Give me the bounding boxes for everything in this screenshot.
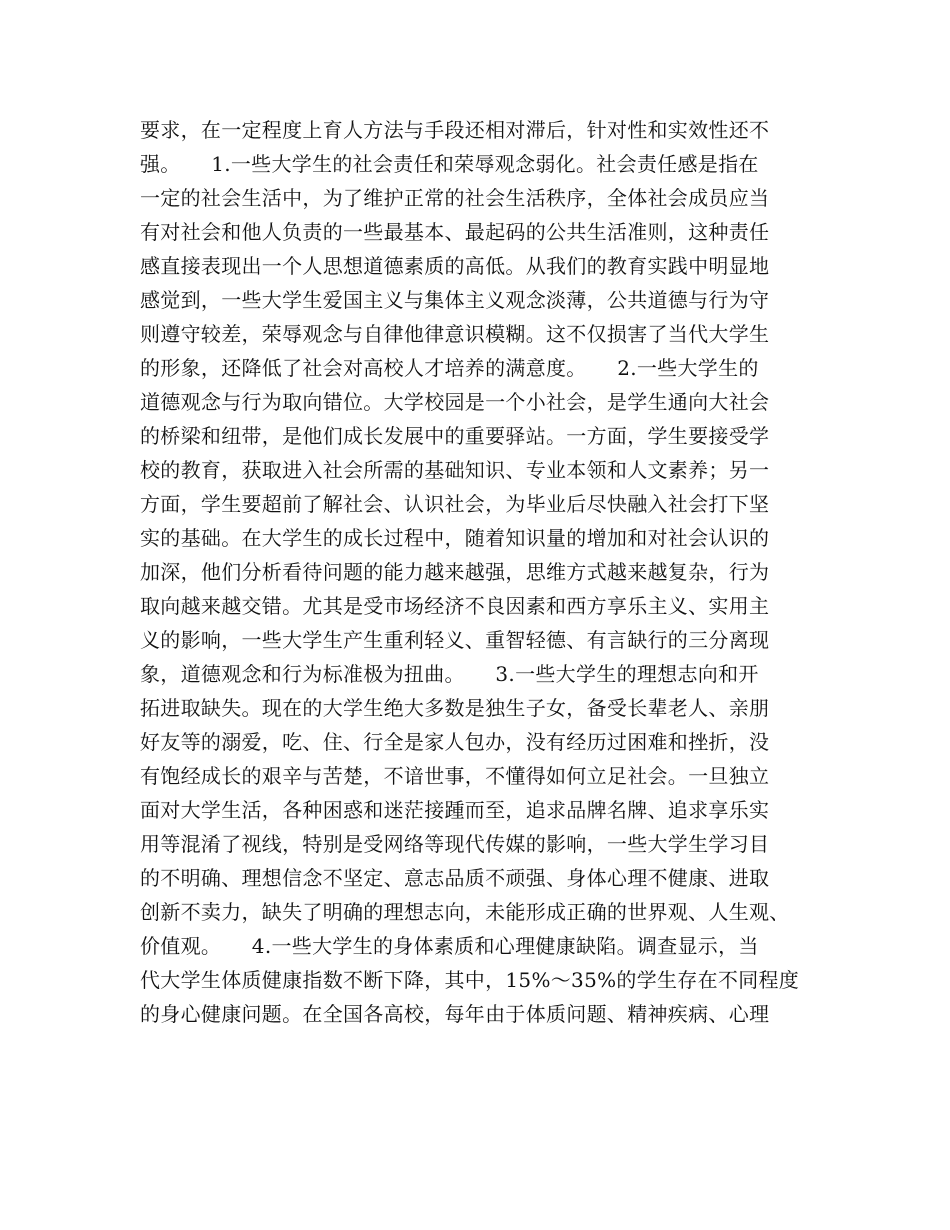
text-line: 则遵守较差，荣辱观念与自律他律意识模糊。这不仅损害了当代大学生 [140,322,770,346]
text-line: 校的教育，获取进入社会所需的基础知识、专业本领和人文素养；另一 [140,458,770,482]
text-line: 感直接表现出一个人思想道德素质的高低。从我们的教育实践中明显地 [140,254,770,278]
text-line: 实的基础。在大学生的成长过程中，随着知识量的增加和对社会认识的 [140,526,770,550]
text-line: 加深，他们分析看待问题的能力越来越强，思维方式越来越复杂，行为 [140,560,770,584]
text-line: 用等混淆了视线，特别是受网络等现代传媒的影响，一些大学生学习目 [140,832,770,856]
text-line: 拓进取缺失。现在的大学生绝大多数是独生子女，备受长辈老人、亲朋 [140,696,770,720]
text-line: 义的影响，一些大学生产生重利轻义、重智轻德、有言缺行的三分离现 [140,628,770,652]
text-line: 面对大学生活，各种困惑和迷茫接踵而至，追求品牌名牌、追求享乐实 [140,798,770,822]
text-line: 要求，在一定程度上育人方法与手段还相对滞后，针对性和实效性还不 [140,118,770,142]
text-line: 价值观。 4.一些大学生的身体素质和心理健康缺陷。调查显示，当 [140,934,759,958]
body-text [140,113,830,1031]
text-line: 方面，学生要超前了解社会、认识社会，为毕业后尽快融入社会打下坚 [140,492,770,516]
text-line: 感觉到，一些大学生爱国主义与集体主义观念淡薄，公共道德与行为守 [140,288,770,312]
text-line: 的形象，还降低了社会对高校人才培养的满意度。 2.一些大学生的 [140,356,759,380]
text-line: 的不明确、理想信念不坚定、意志品质不顽强、身体心理不健康、进取 [140,866,770,890]
text-line: 的桥梁和纽带，是他们成长发展中的重要驿站。一方面，学生要接受学 [140,424,770,448]
text-line: 的身心健康问题。在全国各高校，每年由于体质问题、精神疾病、心理 [140,1002,770,1026]
text-line: 道德观念与行为取向错位。大学校园是一个小社会，是学生通向大社会 [140,390,770,414]
text-line: 一定的社会生活中，为了维护正常的社会生活秩序，全体社会成员应当 [140,186,770,210]
text-line: 好友等的溺爱，吃、住、行全是家人包办，没有经历过困难和挫折，没 [140,730,770,754]
text-line: 有饱经成长的艰辛与苦楚，不谙世事，不懂得如何立足社会。一旦独立 [140,764,770,788]
text-line: 创新不卖力，缺失了明确的理想志向，未能形成正确的世界观、人生观、 [140,900,790,924]
text-line: 取向越来越交错。尤其是受市场经济不良因素和西方享乐主义、实用主 [140,594,770,618]
text-line: 象，道德观念和行为标准极为扭曲。 3.一些大学生的理想志向和开 [140,662,759,686]
text-line: 强。 1.一些大学生的社会责任和荣辱观念弱化。社会责任感是指在 [140,152,759,176]
text-line: 有对社会和他人负责的一些最基本、最起码的公共生活准则，这种责任 [140,220,770,244]
text-line: 代大学生体质健康指数不断下降，其中，15%～35%的学生存在不同程度 [140,968,800,992]
